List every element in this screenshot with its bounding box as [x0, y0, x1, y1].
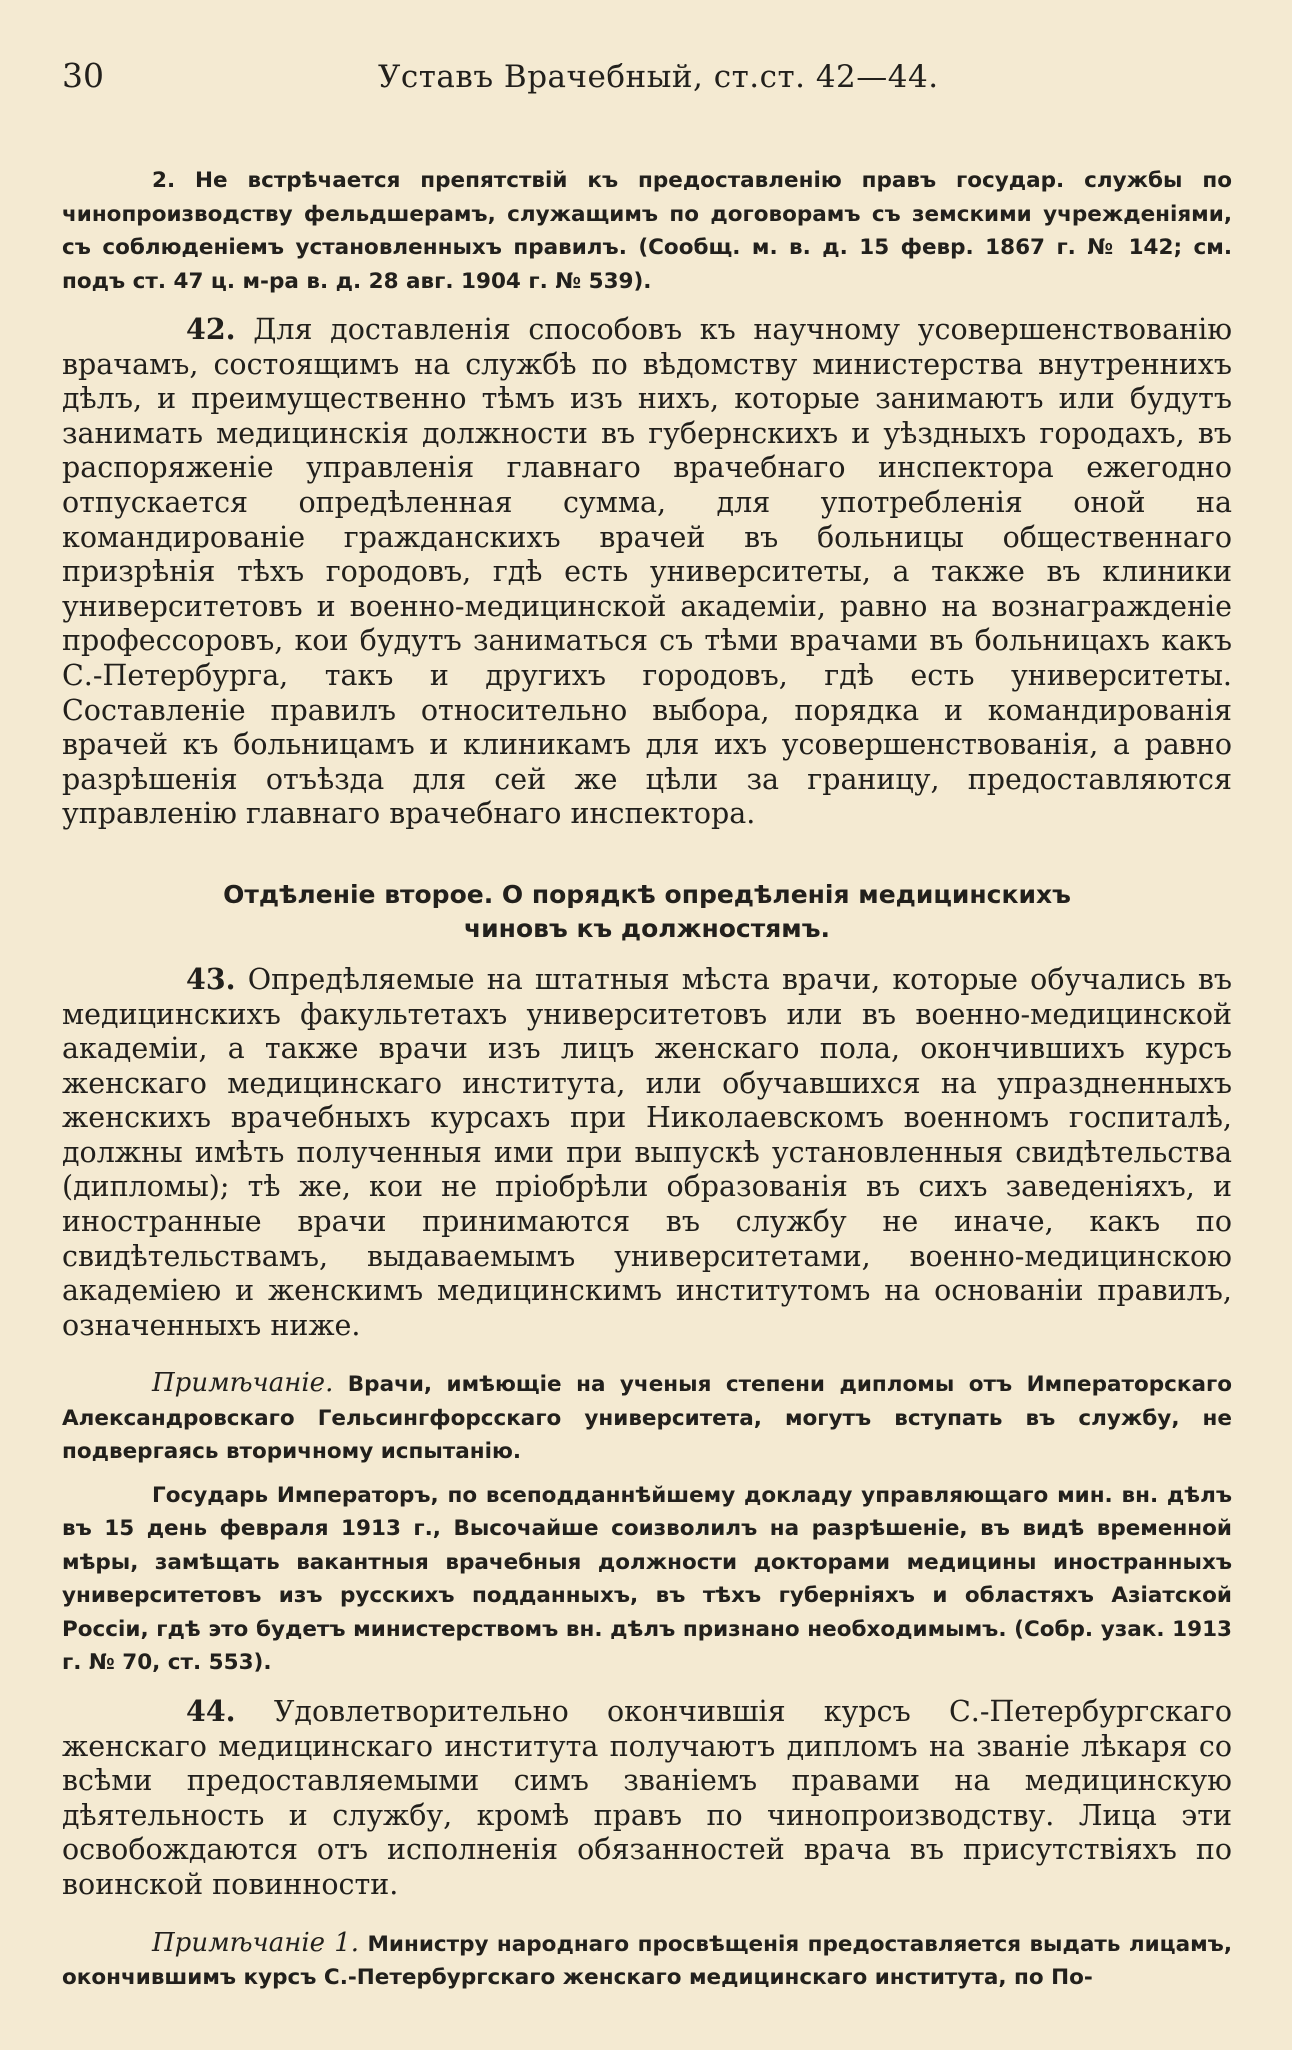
article-42-number: 42. [186, 312, 236, 346]
section-title-line-1: Отдѣленіе второе. О порядкѣ опредѣленія медицинскихъ [223, 879, 1071, 909]
note-43-text: Врачи, имѣющіе на ученыя степени дипломы отъ Императорскаго Александровскаго Гельсингфорсскаго университета, могутъ вступать въ службу, не подвергаясь вторичному испытанію. [62, 1372, 1232, 1465]
note-44 [62, 1927, 1232, 1995]
article-44-text: Удовлетворительно окончившія курсъ С.-Петербургскаго женскаго медицинскаго института получаютъ дипломъ на званіе лѣкаря со всѣми предоставляемыми симъ званіемъ правами на медицинскую дѣятельность и службу, кромѣ правъ по чинопроизводству. Лица эти освобождаются отъ исполненія обязанностей врача въ присутствіяхъ по воинской повинности. [62, 1694, 1233, 1901]
article-44-number: 44. [186, 1693, 236, 1728]
running-head: Уставъ Врачебный, ст.ст. 42—44. [378, 59, 939, 95]
article-42 [62, 312, 1232, 832]
section-title-line-2: чиновъ къ должностямъ. [464, 913, 830, 943]
article-44 [62, 1694, 1232, 1903]
note-43 [62, 1367, 1232, 1469]
note-43-label: Примѣчаніе. [152, 1368, 334, 1399]
article-43-number: 43. [186, 961, 236, 996]
page-number: 30 [62, 56, 104, 95]
section-title [62, 878, 1232, 946]
note-44-label: Примѣчаніе 1. [152, 1927, 360, 1958]
page-header [62, 56, 1232, 106]
document-page [62, 56, 1232, 1995]
note-44-text: Министру народнаго просвѣщенія предоставляется выдать лицамъ, окончившимъ курсъ С.-Петербургскаго женскаго медицинскаго института, по По- [62, 1931, 1232, 1990]
article-42-text: Для доставленія способовъ къ научному усовершенствованію врачамъ, состоящимъ на службѣ по вѣдомству министерства внутреннихъ дѣлъ, и преимущественно тѣмъ изъ нихъ, которые занимаютъ или будутъ занимать медицинскія должности въ губернскихъ и уѣздныхъ городахъ, въ распоряженіе управленія главнаго врачебнаго инспектора ежегодно отпускается опредѣленная сумма, для употребленія оной на командированіе гражданскихъ врачей въ больницы общественнаго призрѣнія тѣхъ городовъ, гдѣ есть университеты, а также въ клиники университетовъ и военно-медицинской академіи, равно на вознагражденіе профессоровъ, кои будутъ заниматься съ тѣми врачами въ больницахъ какъ С.-Петербурга, такъ и другихъ городовъ, гдѣ есть университеты. Составленіе правилъ относительно выбора, порядка и командированія врачей къ больницамъ и клиникамъ для ихъ усовершенствованія, а равно разрѣшенія отъѣзда для сей же цѣли за границу, предоставляются управленію главнаго врачебнаго инспектора. [62, 313, 1233, 831]
article-43-text: Опредѣляемые на штатныя мѣста врачи, которые обучались въ медицинскихъ факультетахъ университетовъ или въ военно-медицинской академіи, а также врачи изъ лицъ женскаго пола, окончившихъ курсъ женскаго медицинскаго института, или обучавшихся на упраздненныхъ женскихъ врачебныхъ курсахъ при Николаевскомъ военномъ госпиталѣ, должны имѣть полученныя ими при выпускѣ установленныя свидѣтельства (дипломы); тѣ же, кои не пріобрѣли образованія въ сихъ заведеніяхъ, и иностранные врачи принимаются въ службу не иначе, какъ по свидѣтельствамъ, выдаваемымъ университетами, военно-медицинскою академіею и женскимъ медицинскимъ институтомъ на основаніи правилъ, означенныхъ ниже. [62, 962, 1232, 1342]
decree-paragraph: Государь Императоръ, по всеподданнѣйшему докладу управляющаго мин. вн. дѣлъ въ 15 день февраля 1913 г., Высочайше соизволилъ на разрѣшеніе, въ видѣ временной мѣры, замѣщать вакантныя врачебныя должности докторами медицины иностранныхъ университетовъ изъ русскихъ подданныхъ, въ тѣхъ губерніяхъ и областяхъ Азіатской Россіи, гдѣ это будетъ министерствомъ вн. дѣлъ признано необходимымъ. (Собр. узак. 1913 г. № 70, ст. 553). [62, 1482, 1232, 1676]
paragraph-intro-note: 2. Не встрѣчается препятствій къ предоставленію правъ государ. службы по чинопроизводству фельдшерамъ, служащимъ по договорамъ съ земскими учрежденіями, съ соблюденіемъ установленныхъ правилъ. (Сообщ. м. в. д. 15 февр. 1867 г. № 142; см. подъ ст. 47 ц. м-ра в. д. 28 авг. 1904 г. № 539). [62, 168, 1232, 294]
article-43 [62, 962, 1232, 1344]
